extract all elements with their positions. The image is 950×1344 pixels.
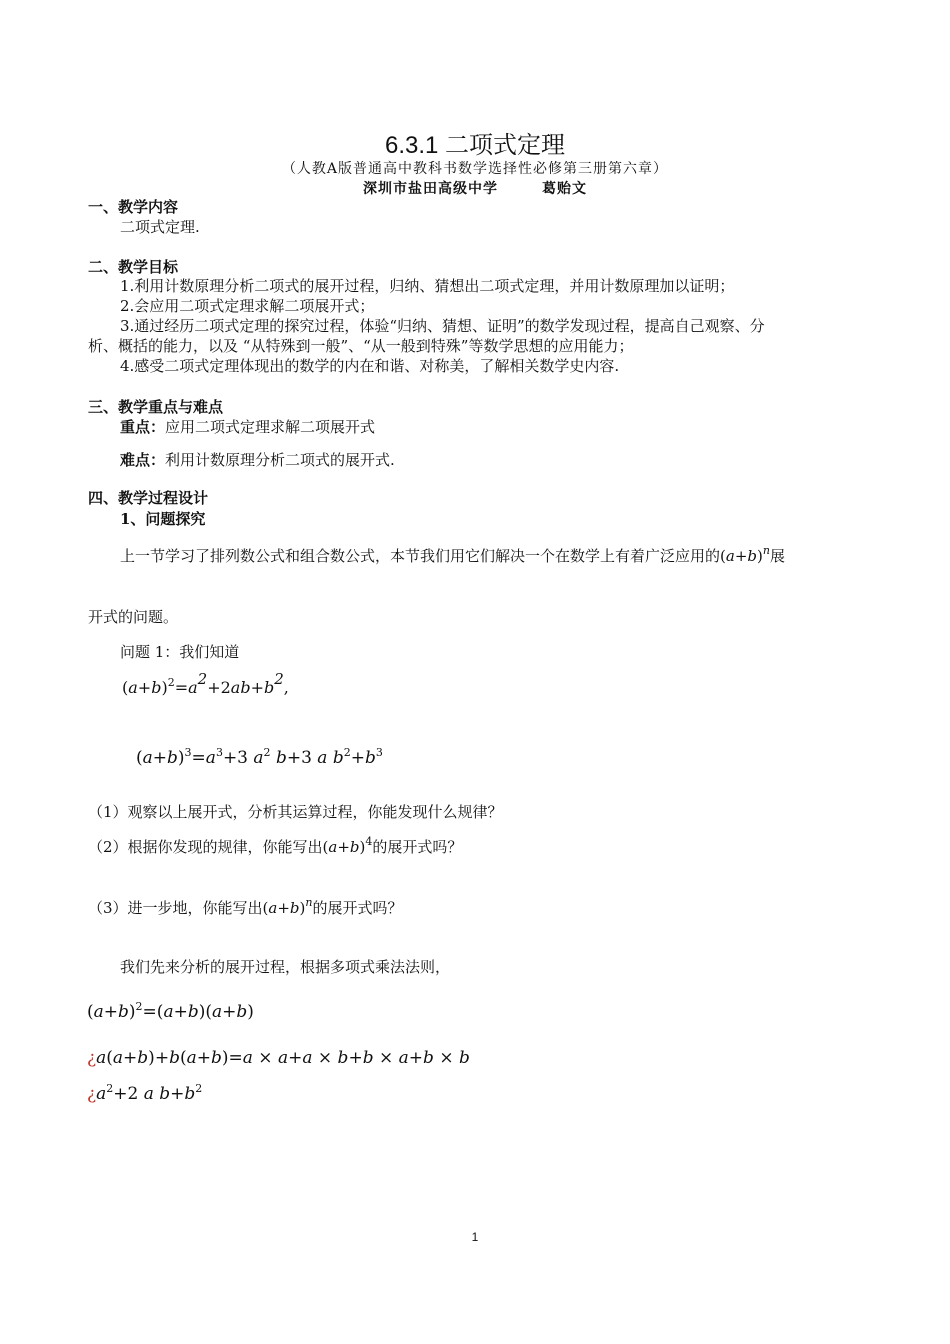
school-name: 深圳市盐田高级中学 xyxy=(363,181,498,197)
expr-a-plus-b-4: $(a+b)^4$ xyxy=(322,835,373,856)
subsection-problem-exploration: 1、问题探究 xyxy=(120,510,206,528)
objective-3-continued: 析、概括的能力，以及 “从特殊到一般”、“从一般到特殊”等数学思想的应用能力； xyxy=(88,337,634,355)
ask-2: （2）根据你发现的规律，你能写出$(a+b)^4$的展开式吗？ xyxy=(88,835,463,856)
difficult-point xyxy=(120,449,395,470)
ask-3: （3）进一步地，你能写出$(a+b)^n$的展开式吗？ xyxy=(88,896,403,917)
objective-2: 2.会应用二项式定理求解二项展开式； xyxy=(120,297,375,315)
author-name: 葛贻文 xyxy=(542,181,587,197)
section-1-text: 二项式定理. xyxy=(120,218,200,236)
key-point-label: 重点： xyxy=(120,418,166,436)
objective-1: 1.利用计数原理分析二项式的展开过程，归纳、猜想出二项式定理，并用计数原理加以证明； xyxy=(120,277,735,295)
key-point xyxy=(120,416,375,437)
question-1: 问题 1：我们知道 xyxy=(120,643,240,661)
derivation-line-2: ¿a(a+b)+b(a+b)=a × a+a × b+b × a+b × b xyxy=(87,1048,470,1068)
intro-paragraph-continued: 开式的问题。 xyxy=(88,608,179,626)
document-subtitle: （人教A版普通高中教科书数学选择性必修第三册第六章） xyxy=(281,161,669,177)
key-point-text: 应用二项式定理求解二项展开式 xyxy=(165,418,376,436)
expr-a-plus-b-n: $(a+b)^n$ xyxy=(720,544,770,565)
author-line xyxy=(0,178,950,198)
difficult-point-label: 难点： xyxy=(120,451,166,469)
objective-4: 4.感受二项式定理体现出的数学的内在和谐、对称美，了解相关数学史内容. xyxy=(120,357,620,375)
objective-3: 3.通过经历二项式定理的探究过程，体验“归纳、猜想、证明”的数学发现过程，提高自己观察、分 xyxy=(120,317,765,335)
section-2-heading: 二、教学目标 xyxy=(88,258,179,276)
section-1-heading: 一、教学内容 xyxy=(88,198,179,216)
section-4-heading: 四、教学过程设计 xyxy=(88,489,209,507)
analysis-text: 我们先来分析的展开过程，根据多项式乘法法则， xyxy=(120,958,451,976)
section-3-heading: 三、教学重点与难点 xyxy=(88,398,224,416)
expr-a-plus-b-n-2: $(a+b)^n$ xyxy=(262,896,313,917)
equation-cube: $(a+b)^3=a^3+3$ $a^2$ b+3 a $b^2+b^3$ xyxy=(136,746,383,768)
difficult-point-text: 利用计数原理分析二项式的展开式. xyxy=(165,451,395,469)
derivation-line-3: ¿$a^2+2$ a $b+b^2$ xyxy=(87,1082,203,1104)
document-title: 6.3.1 二项式定理 xyxy=(384,132,566,159)
derivation-line-1: $(a+b)^2=(a+b)(a+b)$ xyxy=(87,1000,254,1022)
intro-paragraph: 上一节学习了排列数公式和组合数公式，本节我们用它们解决一个在数学上有着广泛应用的$(a+b)^n$展 xyxy=(120,544,785,565)
page-number: 1 xyxy=(471,1230,479,1244)
equation-square: $(a+b)^2=a2+2ab+b2$, xyxy=(122,670,289,697)
ask-1: （1）观察以上展开式，分析其运算过程，你能发现什么规律？ xyxy=(88,803,503,821)
